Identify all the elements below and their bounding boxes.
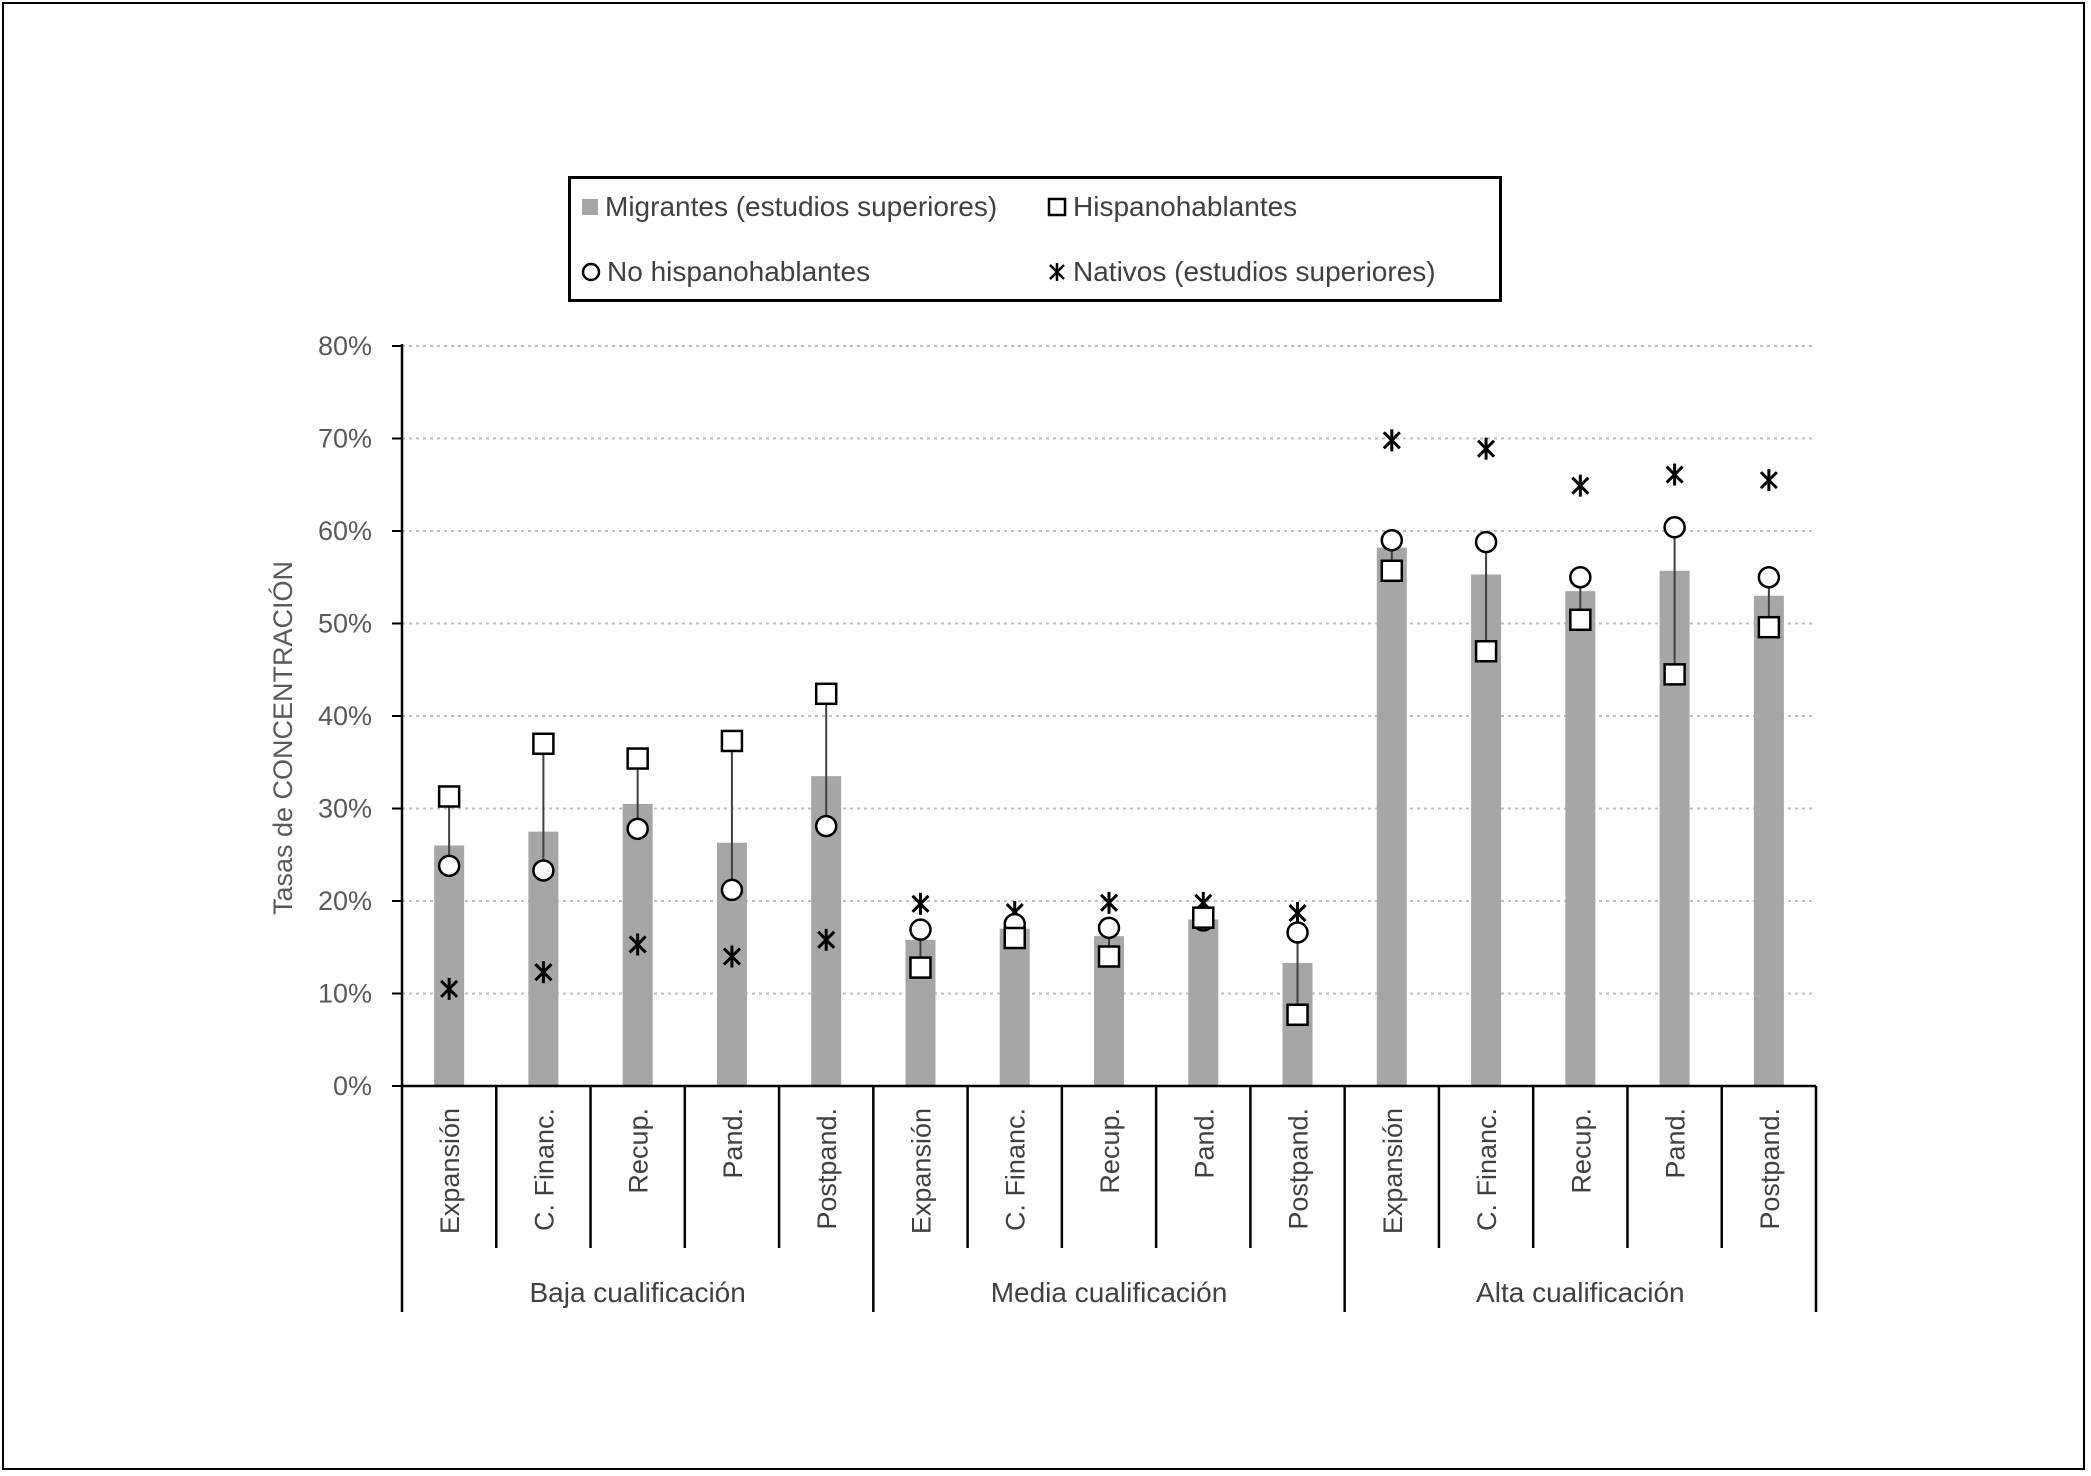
- legend-item-nativos: [1047, 256, 1436, 288]
- category-label: Expansión: [906, 1108, 937, 1235]
- marker-no-hispanohablantes: [1382, 530, 1402, 550]
- category-label: Postpand.: [812, 1108, 843, 1230]
- category-label: Recup.: [1095, 1108, 1125, 1194]
- marker-hispanohablantes: [722, 731, 742, 751]
- marker-no-hispanohablantes: [1099, 918, 1119, 938]
- category-label: Expansión: [1377, 1108, 1408, 1235]
- legend-item-hispanohablantes: [1047, 191, 1297, 223]
- category-label: C. Financ.: [1472, 1108, 1503, 1232]
- legend-label: Migrantes (estudios superiores): [605, 191, 998, 222]
- category-label: C. Financ.: [1000, 1108, 1031, 1232]
- marker-hispanohablantes: [1759, 617, 1779, 637]
- y-tick-label: 80%: [317, 331, 372, 361]
- category-label: Recup.: [1566, 1108, 1597, 1194]
- bar-migrantes: [1188, 920, 1218, 1087]
- marker-no-hispanohablantes: [722, 880, 742, 900]
- bar-migrantes: [1377, 548, 1407, 1086]
- y-tick-label: 50%: [317, 608, 372, 639]
- marker-no-hispanohablantes: [1570, 567, 1590, 587]
- bar-migrantes: [434, 846, 464, 1087]
- marker-no-hispanohablantes: [816, 816, 836, 836]
- asterisk-icon: [1047, 262, 1067, 282]
- group-labels: [529, 1277, 1684, 1308]
- legend-label: Nativos (estudios superiores): [1073, 256, 1436, 287]
- marker-hispanohablantes: [910, 958, 930, 978]
- y-tick-labels: [318, 331, 402, 1101]
- marker-no-hispanohablantes: [1759, 567, 1779, 587]
- marker-no-hispanohablantes: [533, 860, 553, 880]
- marker-no-hispanohablantes: [1665, 517, 1685, 537]
- group-label: Baja cualificación: [529, 1277, 746, 1308]
- y-axis-label: Tasas de CONCENTRACIÓN: [268, 560, 298, 916]
- marker-hispanohablantes: [1382, 561, 1402, 581]
- category-label: Expansión: [435, 1108, 466, 1235]
- category-labels: [435, 1108, 1785, 1234]
- marker-hispanohablantes: [1193, 908, 1213, 928]
- marker-no-hispanohablantes: [910, 920, 930, 940]
- category-label: Postpand.: [1283, 1108, 1314, 1230]
- y-tick-label: 0%: [332, 1071, 372, 1101]
- marker-hispanohablantes: [1570, 610, 1590, 630]
- bar-migrantes: [1754, 596, 1784, 1086]
- legend-label: Hispanohablantes: [1073, 191, 1298, 222]
- marker-hispanohablantes: [1288, 1005, 1308, 1025]
- y-tick-label: 20%: [317, 886, 372, 916]
- marker-hispanohablantes: [439, 786, 459, 806]
- legend-item-migrantes: [581, 191, 997, 223]
- gray-square-icon: [581, 198, 599, 216]
- legend-label: No hispanohablantes: [607, 256, 871, 287]
- category-label: Postpand.: [1754, 1108, 1785, 1230]
- category-label: Pand.: [717, 1108, 748, 1179]
- marker-no-hispanohablantes: [439, 856, 459, 876]
- open-circle-icon: [581, 262, 601, 282]
- marker-nativos: [1478, 438, 1494, 460]
- marker-hispanohablantes: [1665, 664, 1685, 684]
- marker-nativos: [1384, 429, 1400, 451]
- open-square-icon: [1047, 197, 1067, 217]
- marker-nativos: [1290, 902, 1306, 924]
- marker-hispanohablantes: [816, 684, 836, 704]
- marker-nativos: [1761, 469, 1777, 491]
- y-tick-label: 70%: [317, 423, 372, 454]
- marker-hispanohablantes: [1005, 928, 1025, 948]
- marker-nativos: [912, 893, 928, 915]
- category-label: Pand.: [1660, 1108, 1691, 1179]
- marker-hispanohablantes: [1099, 947, 1119, 967]
- y-tick-label: 40%: [317, 701, 372, 731]
- marker-no-hispanohablantes: [1288, 922, 1308, 942]
- bar-migrantes: [1000, 929, 1030, 1086]
- y-tick-label: 30%: [317, 793, 372, 824]
- category-label: C. Financ.: [529, 1108, 560, 1232]
- marker-hispanohablantes: [1476, 641, 1496, 661]
- marker-nativos: [1667, 464, 1683, 486]
- marker-hispanohablantes: [533, 734, 553, 754]
- category-label: Pand.: [1189, 1108, 1220, 1179]
- group-label: Alta cualificación: [1476, 1277, 1685, 1308]
- marker-no-hispanohablantes: [628, 819, 648, 839]
- y-tick-label: 60%: [317, 516, 372, 546]
- y-tick-label: 10%: [317, 978, 372, 1009]
- marker-nativos: [1101, 892, 1117, 914]
- marker-no-hispanohablantes: [1476, 532, 1496, 552]
- legend: [568, 176, 1502, 302]
- category-label: Recup.: [623, 1108, 654, 1194]
- legend-item-no-hispanohablantes: [581, 256, 870, 288]
- marker-nativos: [1572, 475, 1588, 497]
- group-label: Media cualificación: [990, 1277, 1228, 1308]
- marker-hispanohablantes: [628, 749, 648, 769]
- bar-migrantes: [1565, 591, 1595, 1086]
